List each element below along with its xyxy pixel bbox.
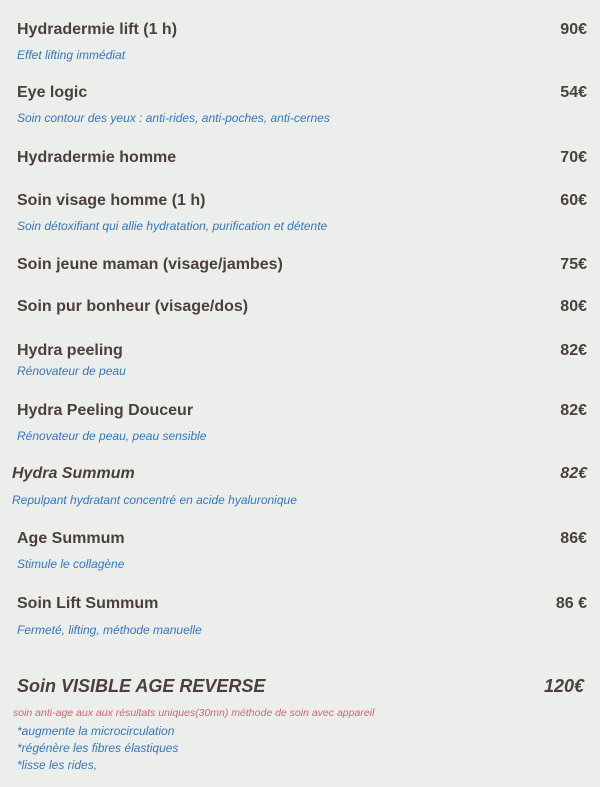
- item-title: Soin jeune maman (visage/jambes): [17, 256, 283, 273]
- item-price: 86 €: [555, 595, 587, 612]
- item-description: Repulpant hydratant concentré en acide hyaluronique: [12, 493, 297, 507]
- item-description: Rénovateur de peau: [17, 364, 126, 378]
- item-price: 82€: [560, 402, 587, 419]
- item-title: Hydra Summum: [12, 465, 135, 482]
- item-description: Effet lifting immédiat: [17, 48, 126, 62]
- item-title: Hydradermie lift (1 h): [17, 21, 178, 38]
- item-title: Hydra peeling: [17, 342, 123, 359]
- item-title: Eye logic: [17, 84, 88, 101]
- item-title: Age Summum: [17, 530, 125, 547]
- item-price: 82€: [560, 342, 587, 359]
- item-description: Soin détoxifiant qui allie hydratation, purification et détente: [17, 219, 328, 233]
- item-bullet: *régénère les fibres élastiques: [17, 741, 179, 755]
- item-description: Fermeté, lifting, méthode manuelle: [17, 623, 202, 637]
- item-price: 120€: [543, 676, 584, 696]
- item-title: Soin visage homme (1 h): [17, 192, 206, 209]
- item-price: 90€: [560, 21, 587, 38]
- item-title: Hydradermie homme: [17, 149, 177, 166]
- item-price: 75€: [560, 256, 587, 273]
- item-bullet: *augmente la microcirculation: [17, 724, 175, 738]
- item-title: Soin VISIBLE AGE REVERSE: [17, 676, 266, 696]
- item-description: Soin contour des yeux : anti-rides, anti-poches, anti-cernes: [17, 111, 330, 125]
- item-price: 82€: [560, 465, 587, 482]
- item-price: 54€: [560, 84, 587, 101]
- item-title: Hydra Peeling Douceur: [17, 402, 194, 419]
- item-title: Soin Lift Summum: [17, 595, 159, 612]
- item-price: 86€: [560, 530, 587, 547]
- item-price: 70€: [560, 149, 587, 166]
- item-note: soin anti-age aux aux résultats uniques(30mn) méthode de soin avec appareil: [13, 707, 375, 719]
- item-description: Rénovateur de peau, peau sensible: [17, 429, 207, 443]
- item-description: Stimule le collagène: [17, 557, 125, 571]
- item-title: Soin pur bonheur (visage/dos): [17, 298, 249, 315]
- item-price: 60€: [560, 192, 587, 209]
- item-bullet: *lisse les rides,: [17, 758, 98, 772]
- item-price: 80€: [560, 298, 587, 315]
